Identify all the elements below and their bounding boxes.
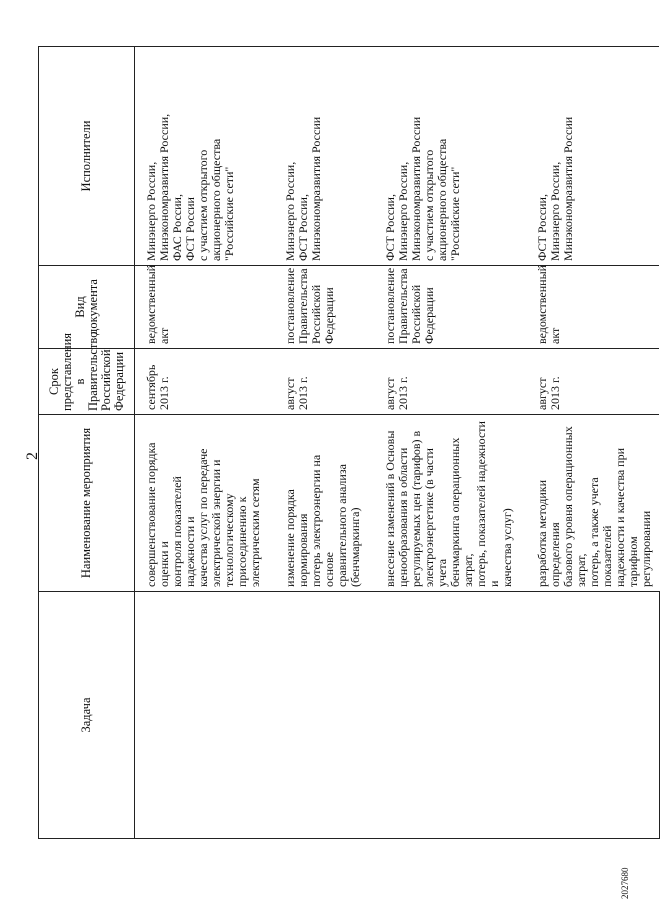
measure-cell [274,415,374,592]
doc-type-line: Российской [409,284,423,344]
doc-type-line: акт [157,327,171,344]
executors-line: Минэнерго России, [396,161,410,261]
measure-line: потерь, показателей надежности и [474,421,501,587]
measure-line: электроэнергетике (в части учета [422,448,449,587]
doc-type-line: Федерации [322,287,336,344]
executors-line: Минэнерго России, [283,161,297,261]
doc-type-line: Федерации [422,287,436,344]
measures-table [38,46,660,839]
header-deadline [39,331,135,415]
measure-cell [135,415,275,592]
deadline-line: 2013 г. [157,376,171,410]
deadline-line: 2013 г. [548,376,562,410]
executors-line: с участием открытого [422,149,436,261]
header-deadline-line: Федерации [111,351,126,411]
measure-line: изменение порядка нормирования [283,489,310,587]
doc-type-line: постановление [383,267,397,344]
measure-line: разработка методики определения [535,480,562,587]
executors-line: "Российские сети" [448,166,462,261]
doc-type-line: акт [548,327,562,344]
doc-type-line: Российской [309,284,323,344]
executors-line: ФСТ России, [535,194,549,261]
measure-line: регулируемых цен (тарифов) в [409,430,423,587]
executors-line: ФСТ России [183,197,197,261]
measure-line: внесение изменений в Основы [383,430,397,587]
doc-type-line: Правительства [396,268,410,344]
measure-line: надежности и качества при тарифном [613,447,640,587]
measure-line: качества услуг по передаче [196,448,210,587]
doc-type-line: постановление [283,267,297,344]
header-deadline-line: Российской [98,349,113,411]
executors-line: Минэкономразвития России [309,116,323,261]
deadline-cell [526,349,659,415]
deadline-line: август [383,377,397,410]
executors-line: Минэкономразвития России [409,116,423,261]
doc-type-cell [274,266,374,349]
doc-type-cell [135,266,275,349]
task-cell [135,592,660,839]
executors-line: Минэнерго России, [144,161,158,261]
measure-line: (бенчмаркинга) [348,507,362,587]
executors-cell [374,47,526,266]
header-measure: Наименование мероприятия [39,415,135,592]
measure-line: бенчмаркинга операционных затрат, [448,437,475,587]
header-doc-type: Вид документа [39,266,135,349]
executors-line: акционерного общества [209,138,223,261]
page-number: 2 [24,452,41,460]
measure-line: потерь электроэнергии на основе [309,454,336,587]
executors-line: "Российские сети" [222,166,236,261]
executors-cell [135,47,275,266]
header-deadline-line: в Правительство [72,331,100,411]
deadline-line: август [535,377,549,410]
deadline-cell [274,349,374,415]
header-deadline-line: Срок [46,368,61,395]
deadline-line: сентябрь [144,364,158,410]
executors-line: ФАС России, [170,194,184,261]
deadline-cell [374,349,526,415]
executors-line: Минэкономразвития России [561,116,575,261]
measure-line: контроля показателей надежности и [170,476,197,587]
measure-line: технологическому присоединению к [222,493,249,587]
measure-line: совершенствование порядка оценки и [144,442,171,587]
executors-line: с участием открытого [196,149,210,261]
executors-line: ФСТ России, [296,194,310,261]
measure-line: качества услуг) [500,508,514,587]
executors-line: Минэкономразвития России, [157,113,171,261]
document-code: 2027680 [620,867,630,899]
table-row [135,47,275,839]
measure-cell [526,415,659,592]
measure-cell [374,415,526,592]
measure-line: потерь, а также учета показателей [587,477,614,587]
table-header-row [39,47,135,839]
header-executors: Исполнители [39,47,135,266]
measure-line: сравнительного анализа [335,464,349,587]
doc-type-cell [526,266,659,349]
deadline-cell [135,349,275,415]
header-task: Задача [39,592,135,839]
doc-type-cell [374,266,526,349]
deadline-line: 2013 г. [296,376,310,410]
executors-cell [274,47,374,266]
measure-line: электрическим сетям [248,478,262,587]
deadline-line: август [283,377,297,410]
deadline-line: 2013 г. [396,376,410,410]
header-deadline-line: представления [59,332,74,411]
executors-cell [526,47,659,266]
doc-type-line: ведомственный [535,264,549,344]
executors-line: ФСТ России, [383,194,397,261]
executors-line: Минэнерго России, [548,161,562,261]
measure-line: ценообразования в области [396,447,410,587]
measure-line: регулировании [639,510,653,587]
doc-type-line: ведомственный [144,264,158,344]
doc-type-line: Правительства [296,268,310,344]
measure-line: электрической энергии и [209,459,223,587]
measure-line: базового уровня операционных затрат, [561,426,588,587]
executors-line: акционерного общества [435,138,449,261]
